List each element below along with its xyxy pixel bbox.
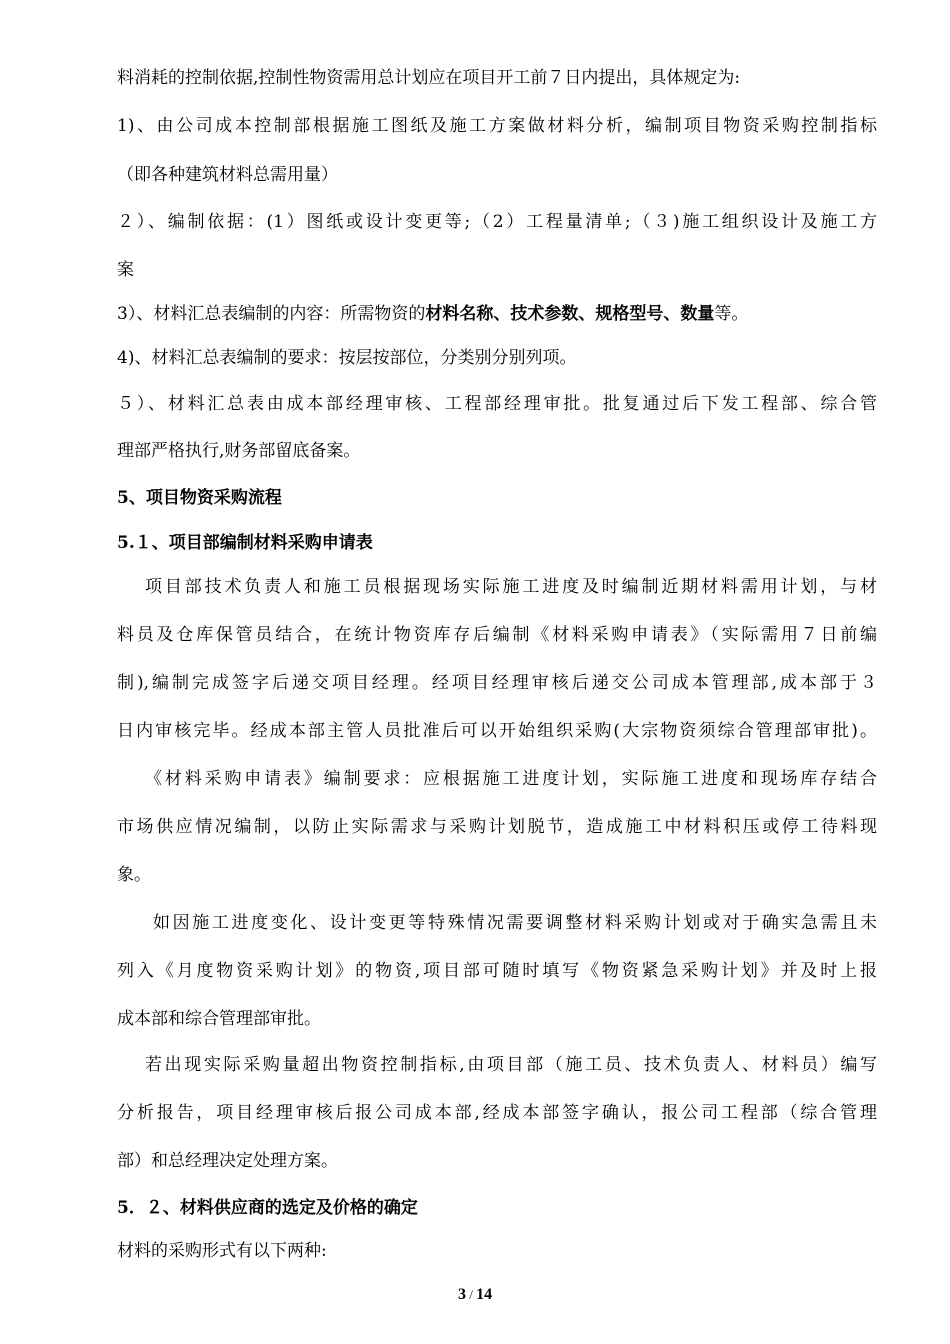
text-run: 等。 (714, 304, 749, 324)
paragraph-line: 成本部和综合管理部审批。 (117, 1009, 321, 1029)
page-number (0, 1286, 950, 1304)
paragraph-line: 分析报告，项目经理审核后报公司成本部,经成本部签字确认，报公司工程部（综合管理 (117, 1103, 877, 1123)
paragraph-line: 列入《月度物资采购计划》的物资,项目部可随时填写《物资紧急采购计划》并及时上报 (117, 961, 877, 981)
paragraph-line: （即各种建筑材料总需用量） (117, 165, 338, 185)
paragraph-line: 如因施工进度变化、设计变更等特殊情况需要调整材料采购计划或对于确实急需且未 (153, 913, 877, 933)
paragraph-line: 制),编制完成签字后递交项目经理。经项目经理审核后递交公司成本管理部,成本部于３ (117, 673, 877, 693)
paragraph-line: 理部严格执行,财务部留底备案。 (117, 441, 361, 461)
total-pages: 14 (476, 1286, 493, 1303)
paragraph-line: 《材料采购申请表》编制要求：应根据施工进度计划，实际施工进度和现场库存结合 (145, 769, 877, 789)
paragraph-line: 料员及仓库保管员结合，在统计物资库存后编制《材料采购申请表》（实际需用７日前编 (117, 625, 877, 645)
paragraph-line: 部）和总经理决定处理方案。 (117, 1151, 338, 1171)
section-heading: 5、项目物资采购流程 (117, 488, 282, 508)
paragraph-line: 4)、材料汇总表编制的要求：按层按部位，分类别分别列项。 (117, 348, 577, 368)
text-run: 3）、材料汇总表编制的内容：所需物资的 (117, 304, 426, 324)
subsection-heading: 5．２、材料供应商的选定及价格的确定 (117, 1198, 418, 1218)
current-page: 3 (457, 1286, 466, 1303)
paragraph-line: 象。 (117, 865, 151, 885)
paragraph-line: 材料的采购形式有以下两种: (117, 1241, 327, 1261)
paragraph-line: 市场供应情况编制，以防止实际需求与采购计划脱节，造成施工中材料积压或停工待料现 (117, 817, 877, 837)
paragraph-line: ５）、材料汇总表由成本部经理审核、工程部经理审批。批复通过后下发工程部、综合管 (117, 394, 877, 414)
paragraph-line (117, 302, 877, 326)
page-separator: / (465, 1287, 477, 1302)
subsection-heading: 5.１、项目部编制材料采购申请表 (117, 533, 373, 553)
bold-text-run: 材料名称、技术参数、规格型号、数量 (425, 304, 715, 324)
paragraph-line: ２）、编制依据：(1）图纸或设计变更等;（2）工程量清单;（３)施工组织设计及施工方 (117, 212, 877, 232)
paragraph-line: 料消耗的控制依据,控制性物资需用总计划应在项目开工前７日内提出，具体规定为: (117, 68, 741, 88)
paragraph-line: 若出现实际采购量超出物资控制指标,由项目部（施工员、技术负责人、材料员）编写 (145, 1055, 877, 1075)
paragraph-line: 1)、由公司成本控制部根据施工图纸及施工方案做材料分析，编制项目物资采购控制指标 (117, 116, 877, 136)
paragraph-line: 案 (117, 260, 134, 280)
paragraph-line: 项目部技术负责人和施工员根据现场实际施工进度及时编制近期材料需用计划，与材 (145, 577, 877, 597)
paragraph-line: 日内审核完毕。经成本部主管人员批准后可以开始组织采购(大宗物资须综合管理部审批)。 (117, 721, 877, 741)
